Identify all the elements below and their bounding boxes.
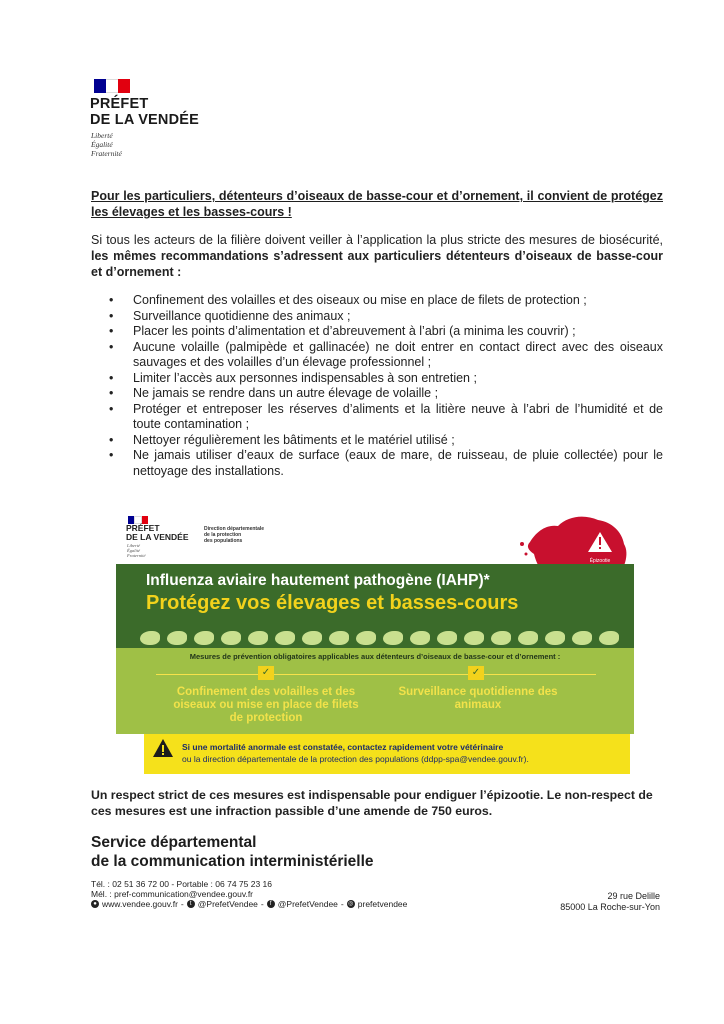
bird-icon xyxy=(194,631,214,645)
bird-icon xyxy=(167,631,187,645)
list-item xyxy=(91,371,663,387)
bird-icon xyxy=(140,631,160,645)
warning-icon xyxy=(152,738,174,758)
list-item xyxy=(91,402,663,433)
measures-intro: Mesures de prévention obligatoires applicables aux détenteurs d’oiseaux de basse-cour et d’ornement : xyxy=(189,652,561,661)
list-item-text: Ne jamais utiliser d’eaux de surface (eaux de mare, de ruisseau, de pluie collectée) pour le nettoyage des installations. xyxy=(133,448,663,478)
bird-icon xyxy=(464,631,484,645)
bird-icon xyxy=(491,631,511,645)
bird-icon xyxy=(248,631,268,645)
prefecture-title-line2: DE LA VENDÉE xyxy=(90,112,200,128)
poster-prefecture-title xyxy=(126,524,189,542)
list-item xyxy=(91,340,663,371)
motto-egalite: Égalité xyxy=(91,140,113,149)
list-item-text: Limiter l’accès aux personnes indispensables à son entretien ; xyxy=(133,370,477,385)
service-title xyxy=(91,833,374,871)
measures-divider xyxy=(156,674,596,675)
separator: - xyxy=(340,899,344,909)
contact-block xyxy=(91,879,272,899)
list-item-text: Surveillance quotidienne des animaux ; xyxy=(133,308,351,323)
bullet-icon: • xyxy=(109,370,114,385)
ddpp-line2: de la protection xyxy=(204,532,242,538)
bullet-icon: • xyxy=(109,432,114,447)
poster-title-line2: DE LA VENDÉE xyxy=(126,532,189,542)
paragraph-bold: les mêmes recommandations s’adressent aux particuliers détenteurs d’oiseaux de basse-cour et d’ornement : xyxy=(91,249,663,279)
postal-address xyxy=(520,891,660,913)
social-links xyxy=(91,899,407,909)
bird-icon xyxy=(275,631,295,645)
facebook-link[interactable]: @PrefetVendee xyxy=(277,899,338,909)
marianne-flag-logo xyxy=(94,79,130,93)
separator: - xyxy=(260,899,264,909)
map-label-line1: Épizootie xyxy=(589,558,611,564)
closing-statement: Un respect strict de ces mesures est indispensable pour endiguer l’épizootie. Le non-respect de ces mesures est une infraction passible d’une amende de 750 euros. xyxy=(91,788,653,818)
service-title-line1: Service départemental xyxy=(91,834,257,851)
poster-title: Influenza aviaire hautement pathogène (IAHP)* xyxy=(146,572,490,589)
measure-confinement: Confinement des volailles et des oiseaux ou mise en place de filets de protection xyxy=(173,686,359,724)
twitter-icon: t xyxy=(187,900,195,908)
list-item xyxy=(91,386,663,402)
poster-motto-2: Égalité xyxy=(127,548,140,553)
bullet-icon: • xyxy=(109,448,114,462)
prefecture-title-line1: PRÉFET xyxy=(90,96,149,112)
list-item-text: Confinement des volailles et des oiseaux ou mise en place de filets de protection ; xyxy=(133,293,587,307)
republic-motto xyxy=(91,131,122,158)
poster-motto-3: Fraternité xyxy=(127,553,146,558)
motto-fraternite: Fraternité xyxy=(91,149,122,158)
bird-icon xyxy=(383,631,403,645)
bullet-icon: • xyxy=(109,308,114,323)
list-item xyxy=(91,324,663,340)
biosecurity-measures-list xyxy=(91,293,663,479)
list-item xyxy=(91,293,663,309)
intro-paragraph xyxy=(91,232,663,280)
list-item-text: Placer les points d’alimentation et d’abreuvement à l’abri (a minima les couvrir) ; xyxy=(133,324,576,338)
poster-motto-1: Liberté xyxy=(127,543,140,548)
bird-icon xyxy=(410,631,430,645)
separator: - xyxy=(180,899,184,909)
bullet-icon: • xyxy=(109,293,114,307)
website-link[interactable]: www.vendee.gouv.fr xyxy=(102,899,178,909)
phone-numbers: Tél. : 02 51 36 72 00 - Portable : 06 74 75 23 16 xyxy=(91,879,272,889)
twitter-link[interactable]: @PrefetVendee xyxy=(197,899,258,909)
bullet-icon: • xyxy=(109,386,114,400)
service-title-line2: de la communication interministérielle xyxy=(91,853,374,870)
bird-icon xyxy=(221,631,241,645)
poster-motto xyxy=(127,543,146,558)
ddpp-line1: Direction départementale xyxy=(204,526,265,532)
bird-icon xyxy=(518,631,538,645)
bird-icon xyxy=(599,631,619,645)
bird-icon xyxy=(329,631,349,645)
bullet-icon: • xyxy=(109,339,114,354)
bird-icon xyxy=(356,631,376,645)
measure-surveillance: Surveillance quotidienne des animaux xyxy=(398,686,558,711)
poster-title-line1: PRÉFET xyxy=(126,523,160,533)
list-item xyxy=(91,448,663,479)
address-street: 29 rue Delille xyxy=(607,891,660,901)
instagram-icon: ◎ xyxy=(348,901,354,907)
alert-text-bold: Si une mortalité anormale est constatée, contactez rapidement votre vétérinaire xyxy=(182,742,504,752)
motto-liberte: Liberté xyxy=(91,131,113,140)
list-item-text: Aucune volaille (palmipède et gallinacée) ne doit entrer en contact direct avec des oiseaux sauvages et des volailles d’un élevage professionnel ; xyxy=(133,339,663,369)
bird-icon xyxy=(545,631,565,645)
email-address[interactable]: Mél. : pref-communication@vendee.gouv.fr xyxy=(91,889,254,899)
prefecture-title xyxy=(90,96,199,128)
list-item xyxy=(91,433,663,449)
list-item xyxy=(91,309,663,325)
list-item-text: Nettoyer régulièrement les bâtiments et le matériel utilisé ; xyxy=(133,432,455,447)
ddpp-line3: des populations xyxy=(204,538,243,544)
address-city: 85000 La Roche-sur-Yon xyxy=(560,902,660,912)
poster-subtitle: Protégez vos élevages et basses-cours xyxy=(146,592,519,614)
globe-icon: ● xyxy=(91,900,99,908)
instagram-link[interactable]: prefetvendee xyxy=(357,899,408,909)
check-icon: ✓ xyxy=(258,666,274,680)
bird-icon xyxy=(572,631,592,645)
iahp-poster xyxy=(116,506,634,774)
bird-icon xyxy=(302,631,322,645)
bird-icon xyxy=(437,631,457,645)
intro-heading: Pour les particuliers, détenteurs d’oiseaux de basse-cour et d’ornement, il convient de protégez les élevages et les basses-cours ! xyxy=(91,189,663,219)
paragraph-plain: Si tous les acteurs de la filière doivent veiller à l’application la plus stricte des mesures de biosécurité, xyxy=(91,233,663,247)
facebook-icon: f xyxy=(267,900,275,908)
list-item-text: Protéger et entreposer les réserves d’aliments et la litière neuve à l’abri de l’humidité et de toute contamination ; xyxy=(133,401,663,431)
check-icon: ✓ xyxy=(468,666,484,680)
list-item-text: Ne jamais se rendre dans un autre élevage de volaille ; xyxy=(133,386,439,400)
bullet-icon: • xyxy=(109,324,114,338)
alert-text-plain: ou la direction départementale de la protection des populations (ddpp-spa@vendee.gouv.fr). xyxy=(182,754,529,764)
ddpp-label xyxy=(204,526,264,544)
bullet-icon: • xyxy=(109,401,114,416)
bird-silhouettes-row xyxy=(140,623,630,645)
